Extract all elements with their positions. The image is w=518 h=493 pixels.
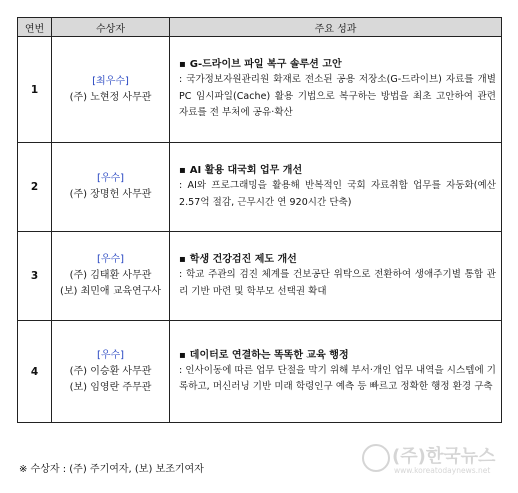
result-title-text: 학생 건강검진 제도 개선 <box>189 254 297 265</box>
result-description: : AI와 프로그래밍을 활용해 반복적인 국회 자료취합 업무를 자동화(예산 2.57억 절감, 근무시간 연 920시간 단축) <box>179 180 496 208</box>
award-rank: [우수] <box>96 254 125 265</box>
result-cell <box>170 321 502 423</box>
bullet-icon: ▪ <box>179 349 186 361</box>
watermark <box>362 442 512 482</box>
winner-name: (주) 노현정 사무관 <box>69 91 152 103</box>
table-row <box>18 37 502 143</box>
award-rank: [최우수] <box>92 75 129 87</box>
bullet-icon: ▪ <box>179 254 186 265</box>
footnote: ※ 수상자 : (주) 주기여자, (보) 보조기여자 <box>19 464 204 475</box>
winner-cell <box>52 232 170 321</box>
watermark-url: www.koreatodaynews.net <box>394 466 491 475</box>
result-title <box>179 252 496 267</box>
winner-name: (주) 이승환 사무관 <box>69 365 152 377</box>
winner-name: (보) 임영란 주무관 <box>69 381 152 393</box>
result-title-text: 데이터로 연결하는 똑똑한 교육 행정 <box>189 349 349 361</box>
row-number: 1 <box>18 37 52 143</box>
watermark-text: (주)한국뉴스 <box>392 446 496 467</box>
table-row <box>18 321 502 423</box>
header-no: 연번 <box>18 18 52 37</box>
result-description: : 인사이동에 따른 업무 단절을 막기 위해 부서·개인 업무 내역을 시스템에 기록하고, 머신러닝 기반 미래 학령인구 예측 등 빠르고 정확한 행정 환경 구축 <box>179 364 496 392</box>
table-row <box>18 143 502 232</box>
row-number: 2 <box>18 143 52 232</box>
bullet-icon: ▪ <box>179 59 186 71</box>
bullet-icon: ▪ <box>179 165 186 176</box>
watermark-logo-icon <box>362 444 390 472</box>
result-title-text: AI 활용 대국회 업무 개선 <box>189 165 303 176</box>
awards-table <box>17 17 502 423</box>
result-cell <box>170 232 502 321</box>
result-title-text: G-드라이브 파일 복구 솔루션 고안 <box>189 59 342 71</box>
winner-name: (주) 장명헌 사무관 <box>69 189 152 200</box>
winner-cell <box>52 143 170 232</box>
result-title <box>179 163 496 178</box>
winner-cell <box>52 37 170 143</box>
award-rank: [우수] <box>96 173 125 184</box>
winner-name: (주) 김태환 사무관 <box>69 270 152 281</box>
header-result: 주요 성과 <box>170 18 502 37</box>
award-rank: [우수] <box>96 349 125 361</box>
result-cell <box>170 37 502 143</box>
header-winner: 수상자 <box>52 18 170 37</box>
row-number: 3 <box>18 232 52 321</box>
winner-name: (보) 최민애 교육연구사 <box>59 286 162 297</box>
result-title <box>179 348 496 363</box>
result-title <box>179 57 496 72</box>
result-cell <box>170 143 502 232</box>
row-number: 4 <box>18 321 52 423</box>
result-description: : 학교 주관의 검진 체계를 건보공단 위탁으로 전환하여 생애주기별 통합 관리 기반 마련 및 학부모 선택권 확대 <box>179 269 496 297</box>
result-description: : 국가정보자원관리원 화재로 전소된 공용 저장소(G-드라이브) 자료를 개별 PC 임시파일(Cache) 활용 기법으로 복구하는 방법을 최초 고안하여 관련 자료를 전 부처에 공유·확산 <box>179 74 496 119</box>
winner-cell <box>52 321 170 423</box>
table-row <box>18 232 502 321</box>
table-header-row <box>18 18 502 37</box>
